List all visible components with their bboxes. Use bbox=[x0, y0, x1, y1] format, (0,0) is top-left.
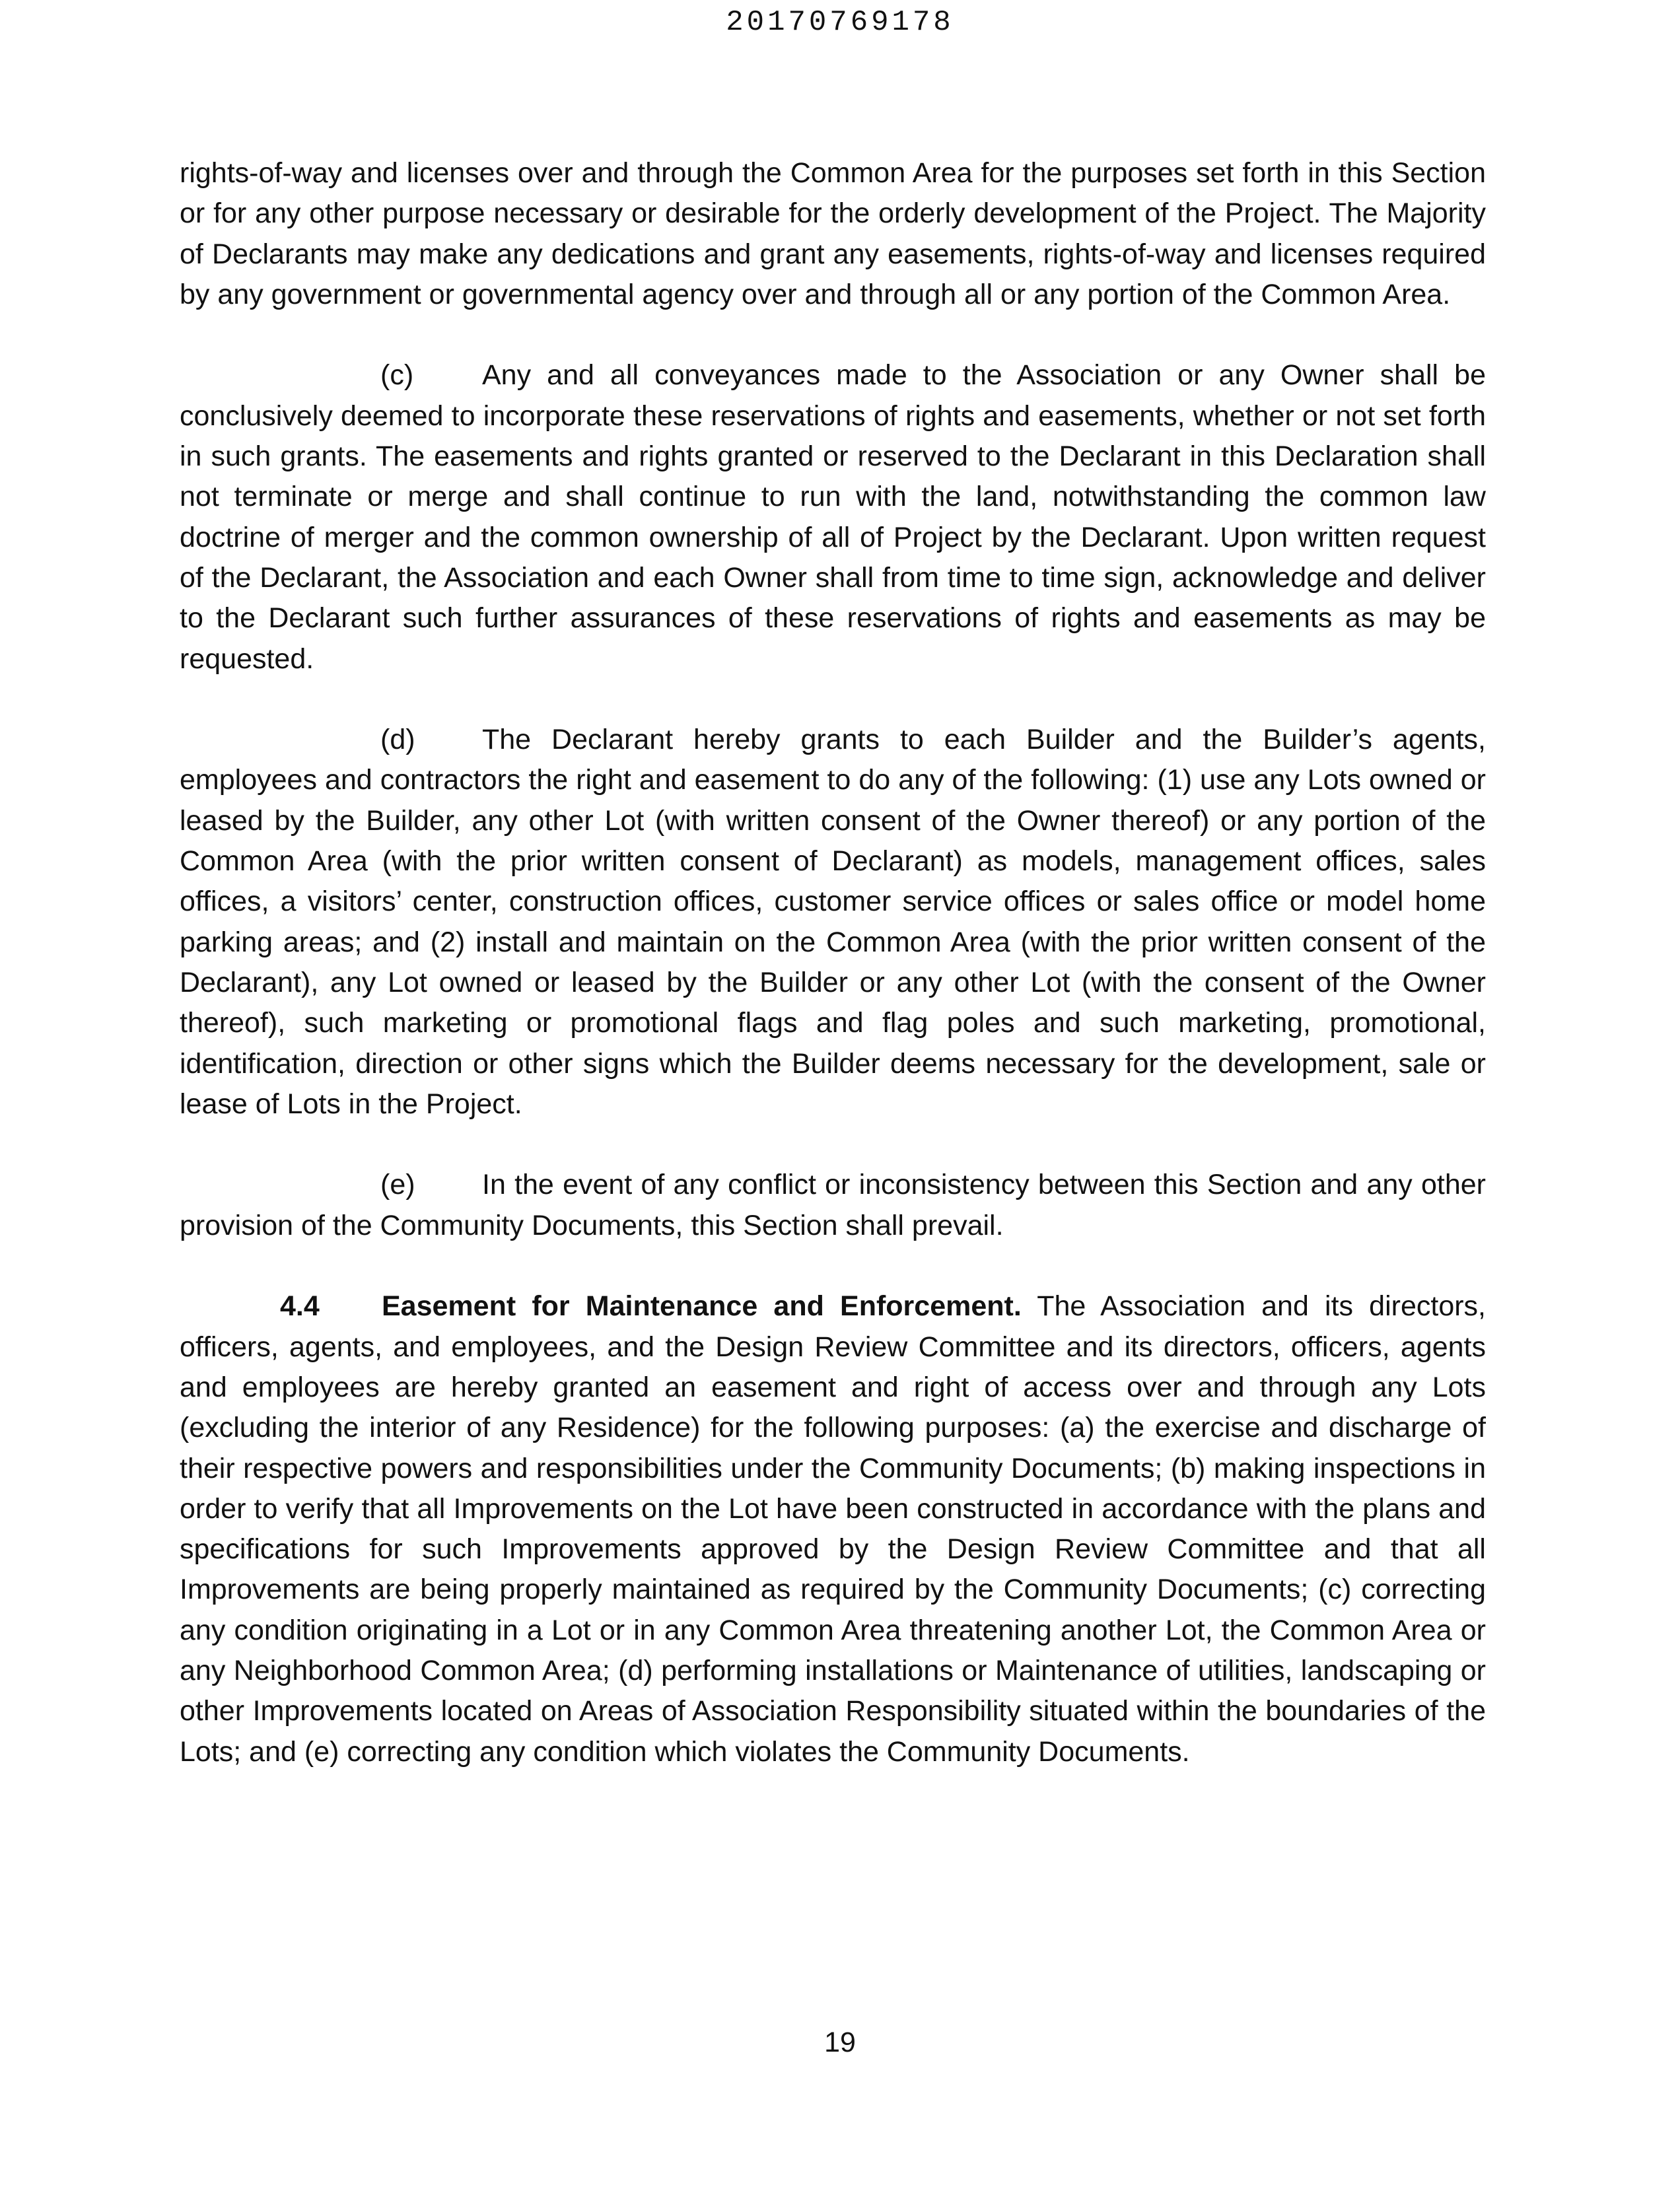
paragraph-gap bbox=[180, 1246, 1486, 1286]
paragraph-e bbox=[180, 1165, 1486, 1246]
paragraph-label: (c) bbox=[380, 359, 414, 392]
paragraph-d bbox=[180, 720, 1486, 1125]
paragraph-text: Any and all conveyances made to the Association or any Owner shall be conclusively deemed to incorporate these reservations of rights and easements, whether or not set forth in such grants. The easements and rights granted or reserved to the Declarant in this Declaration shall not terminate or merge and shall continue to run with the land, notwithstanding the common law doctrine of merger and the common ownership of all of Project by the Declarant. Upon written request of the Declarant, the Association and each Owner shall from time to time sign, acknowledge and deliver to the Declarant such further assurances of these reservations of rights and easements as may be requested. bbox=[180, 359, 1486, 675]
paragraph-gap bbox=[180, 679, 1486, 720]
section-4-4 bbox=[180, 1286, 1486, 1772]
paragraph-continuation bbox=[180, 153, 1486, 315]
paragraph-label: (e) bbox=[380, 1169, 415, 1201]
paragraph-text: In the event of any conflict or inconsistency between this Section and any other provision of the Community Documents, this Section shall prevail. bbox=[180, 1169, 1486, 1241]
document-number: 20170769178 bbox=[726, 6, 954, 39]
paragraph-text: rights-of-way and licenses over and through the Common Area for the purposes set forth in this Section or for any other purpose necessary or desirable for the orderly development of the Project. The Majority of Declarants may make any dedications and grant any easements, rights-of-way and licenses required by any government or governmental agency over and through all or any portion of the Common Area. bbox=[180, 157, 1486, 310]
paragraph-text: The Declarant hereby grants to each Builder and the Builder’s agents, employees and contractors the right and easement to do any of the following: (1) use any Lots owned or leased by the Builder, any other Lot (with written consent of the Owner thereof) or any portion of the Common Area (with the prior written consent of Declarant) as models, management offices, sales offices, a visitors’ center, construction offices, customer service offices or sales office or model home parking areas; and (2) install and maintain on the Common Area (with the prior written consent of the Declarant), any Lot owned or leased by the Builder or any other Lot (with the consent of the Owner thereof), such marketing or promotional flags and flag poles and such marketing, promotional, identification, direction or other signs which the Builder deems necessary for the development, sale or lease of Lots in the Project. bbox=[180, 724, 1486, 1120]
page-number: 19 bbox=[824, 2027, 856, 2058]
paragraph-gap bbox=[180, 1125, 1486, 1165]
paragraph-gap bbox=[180, 315, 1486, 355]
section-number: 4.4 bbox=[280, 1290, 320, 1323]
section-title: Easement for Maintenance and Enforcement. bbox=[382, 1290, 1022, 1323]
paragraph-label: (d) bbox=[380, 724, 415, 756]
paragraph-c bbox=[180, 355, 1486, 679]
section-text: The Association and its directors, officers, agents, and employees, and the Design Review Committee and its directors, officers, agents and employees are hereby granted an easement and right of access over and through any Lots (excluding the interior of any Residence) for the following purposes: (a) the exercise and discharge of their respective powers and responsibilities under the Community Documents; (b) making inspections in order to verify that all Improvements on the Lot have been constructed in accordance with the plans and specifications for such Improvements approved by the Design Review Committee and that all Improvements are being properly maintained as required by the Community Documents; (c) correcting any condition originating in a Lot or in any Common Area threatening another Lot, the Common Area or any Neighborhood Common Area; (d) performing installations or Maintenance of utilities, landscaping or other Improvements located on Areas of Association Responsibility situated within the boundaries of the Lots; and (e) correcting any condition which violates the Community Documents. bbox=[180, 1290, 1487, 1768]
document-body bbox=[180, 153, 1486, 1772]
